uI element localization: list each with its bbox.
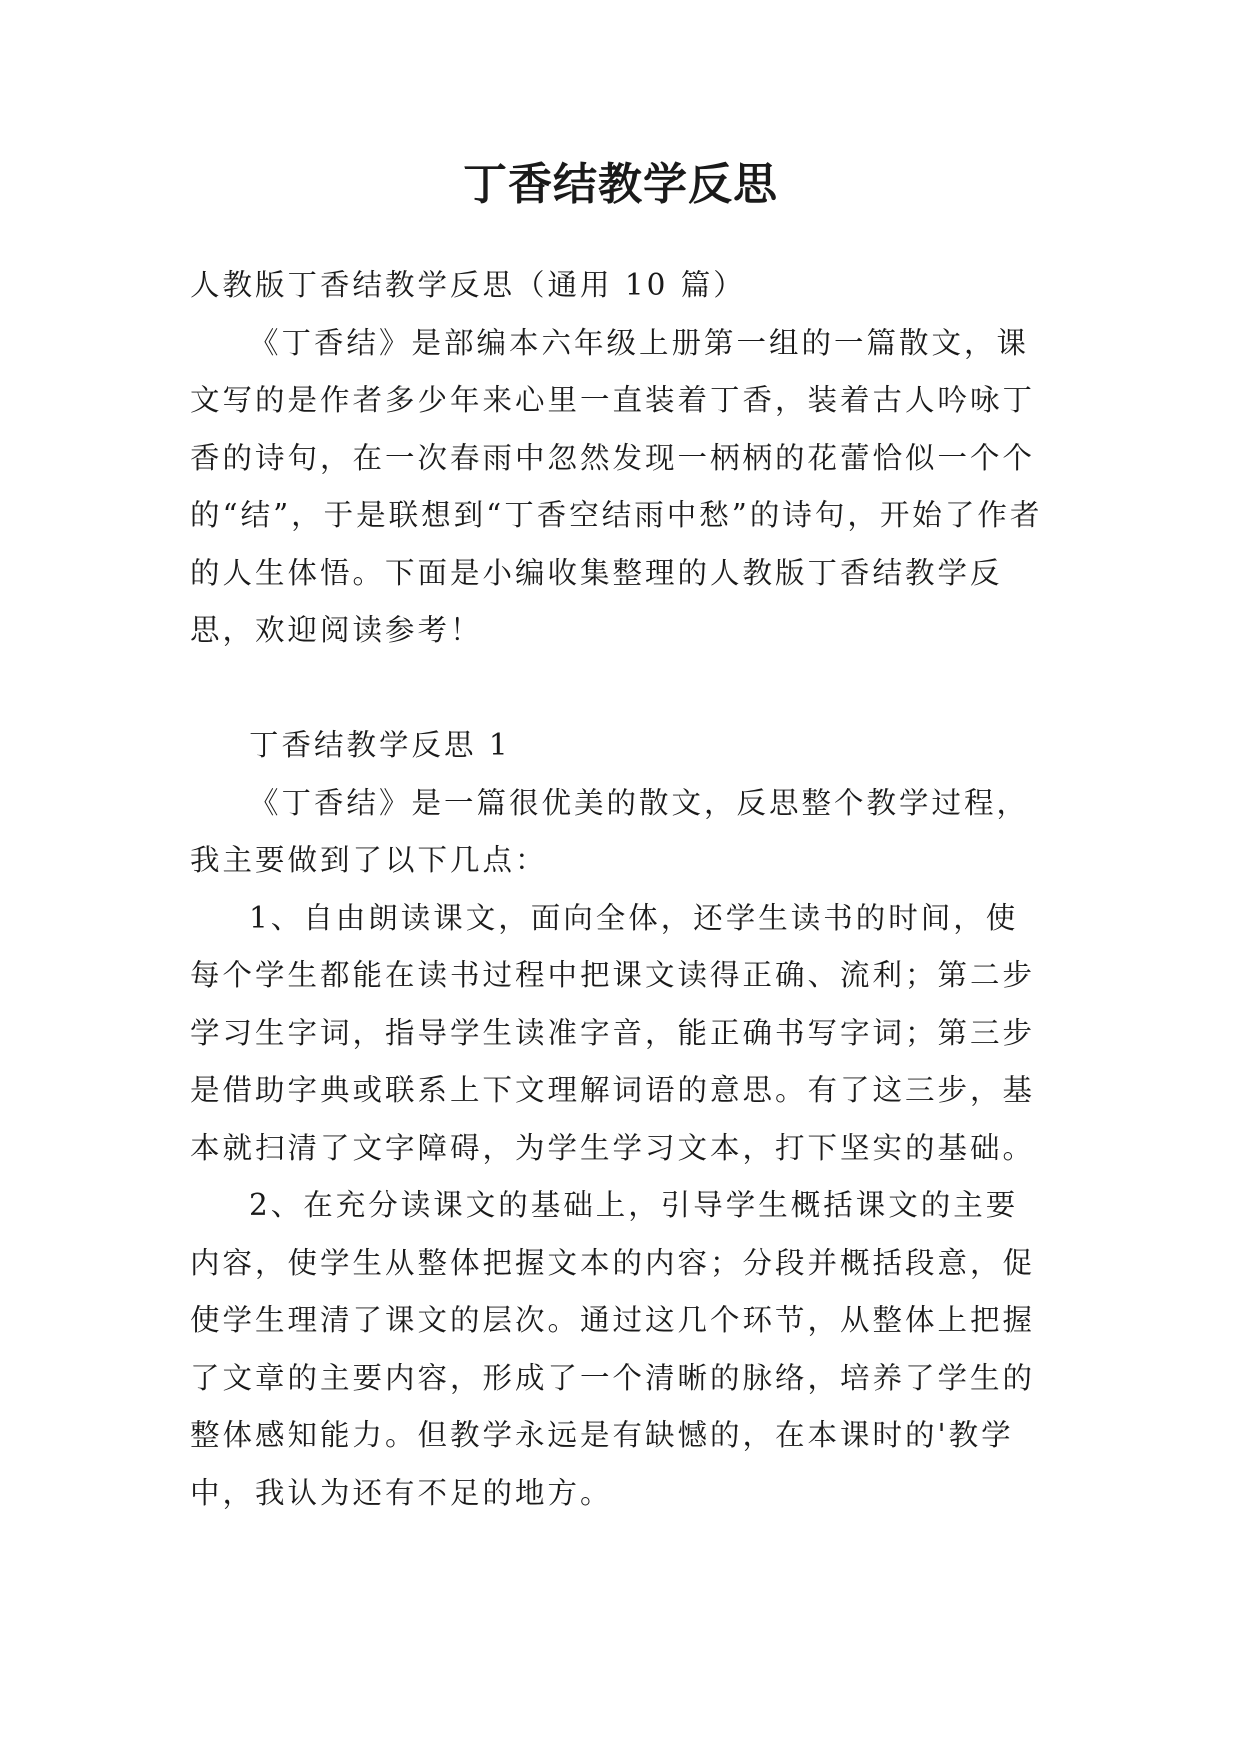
document-title: 丁香结教学反思 <box>463 159 778 210</box>
intro-paragraph: 《丁香结》是部编本六年级上册第一组的一篇散文，课文写的是作者多少年来心里一直装着丁香，装着古人吟咏丁香的诗句，在一次春雨中忽然发现一柄柄的花蕾恰似一个个的“结”，于是联想到“丁香空结雨中愁”的诗句，开始了作者的人生体悟。下面是小编收集整理的人教版丁香结教学反思，欢迎阅读参考！ <box>190 325 1043 647</box>
body-paragraph: 《丁香结》是一篇很优美的散文，反思整个教学过程，我主要做到了以下几点： <box>190 785 1030 877</box>
section-heading: 丁香结教学反思 1 <box>249 728 511 762</box>
body-paragraph: 1、自由朗读课文，面向全体，还学生读书的时间，使每个学生都能在读书过程中把课文读得正确、流利；第二步学习生字词，指导学生读准字音，能正确书写字词；第三步是借助字典或联系上下文理解词语的意思。有了这三步，基本就扫清了文字障碍，为学生学习文本，打下坚实的基础。 <box>190 900 1036 1165</box>
document-subtitle: 人教版丁香结教学反思（通用 10 篇） <box>190 268 746 302</box>
paragraph-spacer <box>190 660 1050 718</box>
document-body <box>190 257 1050 1522</box>
body-paragraph: 2、在充分读课文的基础上，引导学生概括课文的主要内容，使学生从整体把握文本的内容；分段并概括段意，促使学生理清了课文的层次。通过这几个环节，从整体上把握了文章的主要内容，形成了一个清晰的脉络，培养了学生的整体感知能力。但教学永远是有缺憾的，在本课时的'教学中，我认为还有不足的地方。 <box>190 1188 1036 1510</box>
